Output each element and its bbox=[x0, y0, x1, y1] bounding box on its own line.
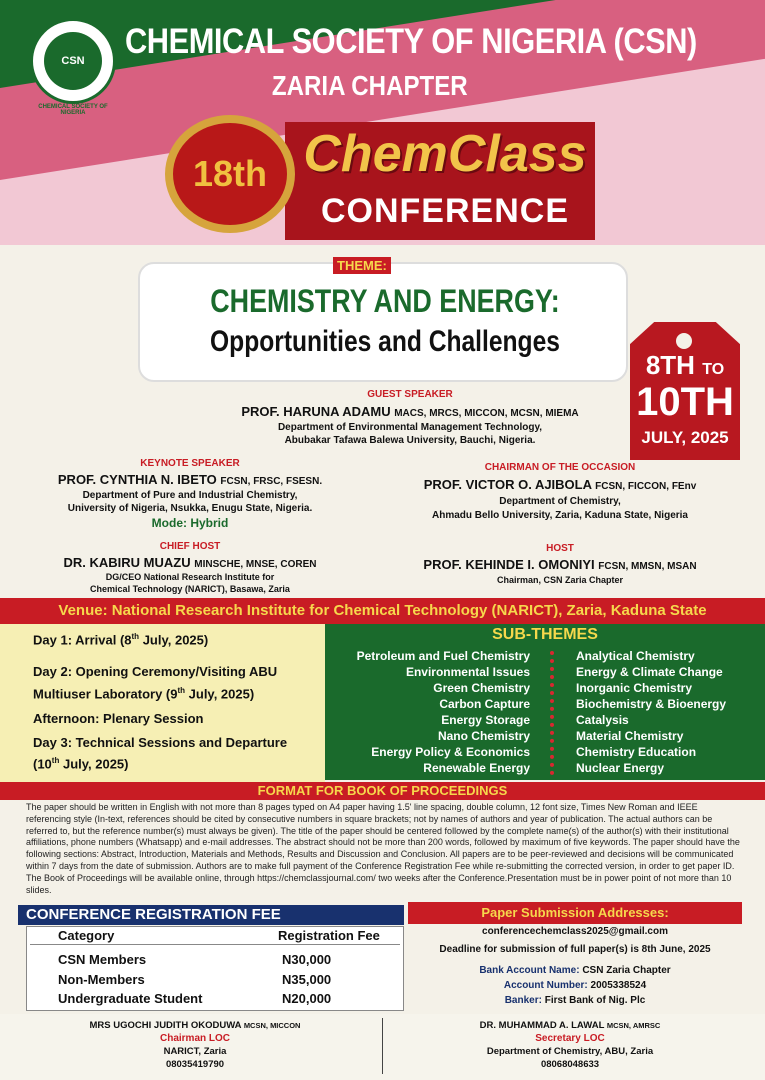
registration-row-category: Undergraduate Student bbox=[58, 991, 203, 1006]
theme-label: THEME: bbox=[333, 257, 391, 274]
bank-account-number: Account Number: 2005338524 bbox=[503, 980, 647, 991]
subtheme-item: Renewable Energy bbox=[423, 761, 530, 775]
date-tag-hole bbox=[676, 333, 692, 349]
registration-row-fee: N35,000 bbox=[282, 972, 332, 987]
submission-title: Paper Submission Addresses: bbox=[408, 902, 742, 924]
host-role: HOST bbox=[546, 543, 574, 554]
subtheme-item: Chemistry Education bbox=[576, 745, 697, 759]
subtheme-item: Nano Chemistry bbox=[437, 729, 530, 743]
theme-line-1: CHEMISTRY AND ENERGY: bbox=[210, 283, 560, 319]
submission-deadline: Deadline for submission of full paper(s) is 8th June, 2025 bbox=[439, 944, 711, 955]
chief-host-role: CHIEF HOST bbox=[159, 541, 221, 552]
registration-row-fee: N20,000 bbox=[282, 991, 332, 1006]
subtheme-item: Environmental Issues bbox=[405, 665, 530, 679]
schedule-day2-cont: Multiuser Laboratory (9th July, 2025) bbox=[33, 686, 255, 702]
contact-2-phone: 08068048633 bbox=[540, 1059, 600, 1070]
organization-name: CHEMICAL SOCIETY OF NIGERIA (CSN) bbox=[125, 22, 697, 61]
subthemes-left-list bbox=[330, 648, 530, 776]
subtheme-item: Energy Storage bbox=[441, 713, 530, 727]
contact-2-name: DR. MUHAMMAD A. LAWAL MCSN, AMRSC bbox=[479, 1020, 661, 1031]
subtheme-item: Nuclear Energy bbox=[576, 761, 665, 775]
date-start: 8TH bbox=[645, 350, 695, 380]
registration-rule bbox=[30, 944, 400, 945]
contact-1-name: MRS UGOCHI JUDITH OKODUWA MCSN, MICCON bbox=[89, 1020, 301, 1031]
schedule-afternoon: Afternoon: Plenary Session bbox=[33, 711, 204, 726]
date-month-year: JULY, 2025 bbox=[641, 428, 729, 447]
host-name-line bbox=[380, 557, 740, 572]
registration-col-fee: Registration Fee bbox=[278, 928, 380, 943]
csn-logo-ring-text: CHEMICAL SOCIETY OF NIGERIA bbox=[38, 104, 108, 116]
chief-host-titles: MINSCHE, MNSE, COREN bbox=[194, 559, 317, 570]
subthemes-title: SUB-THEMES bbox=[492, 626, 598, 643]
subtheme-item: Green Chemistry bbox=[433, 681, 530, 695]
chairman-role: CHAIRMAN OF THE OCCASION bbox=[484, 462, 636, 473]
subtheme-item: Inorganic Chemistry bbox=[576, 681, 693, 695]
subtheme-item: Energy Policy & Economics bbox=[371, 745, 530, 759]
subtheme-item: Biochemistry & Bioenergy bbox=[576, 697, 727, 711]
theme-box bbox=[138, 262, 628, 382]
guest-speaker-role: GUEST SPEAKER bbox=[367, 389, 453, 400]
subtheme-item: Catalysis bbox=[576, 713, 629, 727]
contact-2-role: Secretary LOC bbox=[535, 1033, 605, 1044]
registration-row-fee: N30,000 bbox=[282, 952, 332, 967]
theme-line-2: Opportunities and Challenges bbox=[210, 325, 560, 358]
format-body: The paper should be written in English with not more than 8 pages typed on A4 paper having 1.5' line spacing, double column, 12 font size, Times New Roman and IEEE referencing style (In-text, references should be cited by consecutive numbers in square brackets; not by names of authors and year of publication. The actual authors can be referred to, but the reference number(s) must always be given). The title of the paper should be centered followed by the complete name(s) of the author(s) with their institutional affiliations, phone numbers (Whatsapp) and e-mail addresses. The abstract should not be more than 200 words, followed by maximum of five keywords. The paper should have the following sections: Abstract, Introduction, Materials and Methods, Results and Discussion and Conclusion. All papers are to be peer-reviewed and decisions will be communicated within 7 days from the date of submission. Authors are to make full payment of the Conference Registration Fee while re-submitting the corrected version, in order to get paper ID. The Book of Proceedings will be available online, through https://chemclassjournal.com/ two weeks after the Conference.Presentation must be in power point of not more than 10 slides. bbox=[26, 802, 740, 895]
schedule-day3-cont: (10th July, 2025) bbox=[33, 756, 129, 772]
subtheme-item: Energy & Climate Change bbox=[576, 665, 723, 679]
contact-1-role: Chairman LOC bbox=[159, 1033, 230, 1044]
schedule-day3: Day 3: Technical Sessions and Departure bbox=[33, 735, 288, 750]
registration-row-category: Non-Members bbox=[58, 972, 145, 987]
keynote-name-line bbox=[20, 472, 360, 487]
subtheme-item: Carbon Capture bbox=[439, 697, 530, 711]
guest-speaker-name: PROF. HARUNA ADAMU bbox=[241, 404, 391, 419]
chief-host-aff2: Chemical Technology (NARICT), Basawa, Zaria bbox=[90, 584, 290, 594]
host-titles: FCSN, MMSN, MSAN bbox=[598, 561, 697, 572]
format-title: FORMAT FOR BOOK OF PROCEEDINGS bbox=[0, 782, 765, 800]
edition-number: 18th bbox=[192, 153, 268, 194]
event-name: ChemClass bbox=[303, 125, 587, 183]
subtheme-item: Material Chemistry bbox=[576, 729, 684, 743]
chairman-aff2: Ahmadu Bello University, Zaria, Kaduna State, Nigeria bbox=[432, 510, 688, 521]
guest-speaker-name-line bbox=[150, 404, 670, 419]
schedule-day1: Day 1: Arrival (8th July, 2025) bbox=[33, 632, 209, 648]
guest-speaker-aff1: Department of Environmental Management Technology, bbox=[277, 422, 543, 433]
footer-divider bbox=[382, 1018, 383, 1074]
venue-bar: Venue: National Research Institute for Chemical Technology (NARICT), Zaria, Kaduna State bbox=[0, 598, 765, 624]
chairman-titles: FCSN, FICCON, FEnv bbox=[595, 481, 697, 492]
date-end: 10TH bbox=[636, 380, 734, 424]
chairman-aff1: Department of Chemistry, bbox=[499, 496, 621, 507]
guest-speaker-aff2: Abubakar Tafawa Balewa University, Bauchi, Nigeria. bbox=[284, 435, 536, 446]
keynote-aff2: University of Nigeria, Nsukka, Enugu State, Nigeria. bbox=[67, 503, 313, 514]
contact-2-org: Department of Chemistry, ABU, Zaria bbox=[486, 1046, 654, 1057]
host-name: PROF. KEHINDE I. OMONIYI bbox=[423, 557, 595, 572]
chief-host-name-line bbox=[20, 555, 360, 570]
date-start-line bbox=[630, 352, 740, 383]
registration-row-category: CSN Members bbox=[58, 952, 147, 967]
submission-email[interactable]: conferencechemclass2025@gmail.com bbox=[482, 926, 668, 937]
host-aff1: Chairman, CSN Zaria Chapter bbox=[496, 575, 624, 585]
contact-1-org: NARICT, Zaria bbox=[163, 1046, 227, 1057]
keynote-aff1: Department of Pure and Industrial Chemistry, bbox=[82, 490, 298, 501]
csn-logo-text: CSN bbox=[44, 32, 102, 90]
contact-1-phone: 08035419790 bbox=[165, 1059, 225, 1070]
chapter-name: ZARIA CHAPTER bbox=[271, 70, 468, 101]
chairman-name-line bbox=[380, 477, 740, 492]
registration-col-category: Category bbox=[58, 928, 115, 943]
bank-account-name: Bank Account Name: CSN Zaria Chapter bbox=[479, 965, 671, 976]
subthemes-right-list bbox=[576, 648, 761, 776]
subtheme-item: Petroleum and Fuel Chemistry bbox=[356, 649, 530, 663]
registration-title: CONFERENCE REGISTRATION FEE bbox=[18, 905, 404, 925]
chairman-name: PROF. VICTOR O. AJIBOLA bbox=[423, 477, 592, 492]
chief-host-aff1: DG/CEO National Research Institute for bbox=[105, 572, 275, 582]
chief-host-name: DR. KABIRU MUAZU bbox=[63, 555, 191, 570]
date-to: TO bbox=[702, 361, 725, 378]
banker: Banker: First Bank of Nig. Plc bbox=[504, 995, 646, 1006]
subtheme-item: Analytical Chemistry bbox=[576, 649, 695, 663]
keynote-titles: FCSN, FRSC, FSESN. bbox=[220, 476, 323, 487]
event-type: CONFERENCE bbox=[320, 192, 570, 230]
keynote-mode: Mode: Hybrid bbox=[151, 516, 229, 530]
keynote-role: KEYNOTE SPEAKER bbox=[140, 458, 240, 469]
keynote-name: PROF. CYNTHIA N. IBETO bbox=[57, 472, 217, 487]
schedule-day2: Day 2: Opening Ceremony/Visiting ABU bbox=[33, 664, 278, 679]
guest-speaker-titles: MACS, MRCS, MICCON, MCSN, MIEMA bbox=[394, 408, 579, 419]
subthemes-divider bbox=[550, 651, 554, 775]
edition-badge bbox=[165, 115, 295, 233]
